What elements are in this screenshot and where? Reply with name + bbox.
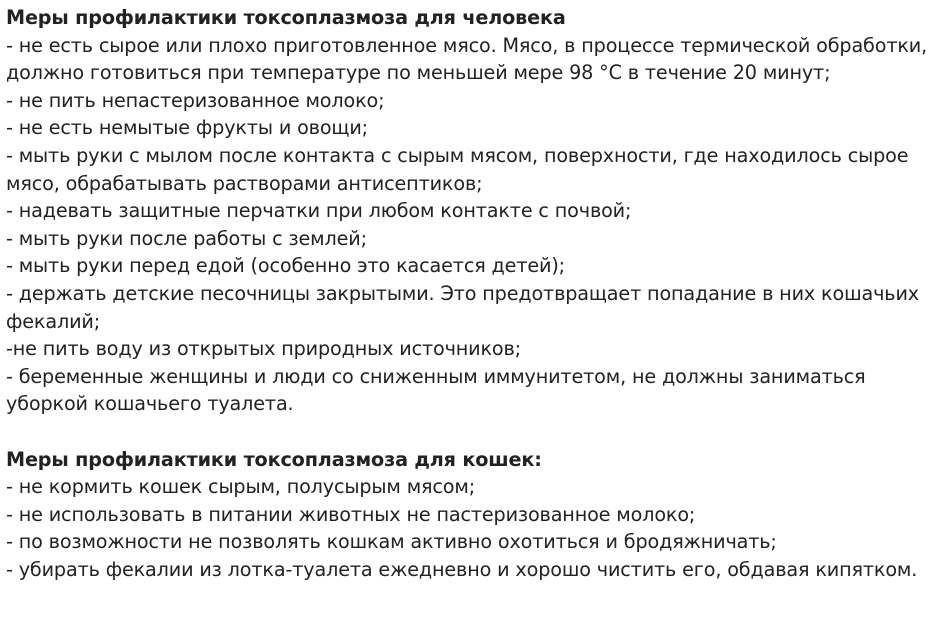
- text-line: - не есть немытые фрукты и овощи;: [6, 116, 368, 140]
- text-line: -не пить воду из открытых природных источников;: [6, 337, 521, 361]
- text-line: - убирать фекалии из лотка-туалета ежедневно и хорошо чистить его, обдавая кипятком.: [6, 557, 918, 581]
- text-line: - по возможности не позволять кошкам активно охотиться и бродяжничать;: [6, 530, 777, 554]
- section-title-human: Меры профилактики токсоплазмоза для человека: [6, 6, 566, 29]
- text-line: - надевать защитные перчатки при любом контакте с почвой;: [6, 199, 632, 223]
- text-line: фекалий;: [6, 309, 101, 333]
- text-line: мясо, обрабатывать растворами антисептиков;: [6, 171, 483, 195]
- text-line: - не использовать в питании животных не пастеризованное молоко;: [6, 502, 696, 526]
- text-line: - не кормить кошек сырым, полусырым мясом;: [6, 475, 476, 499]
- text-line: - беременные женщины и люди со сниженным иммунитетом, не должны заниматься: [6, 364, 866, 388]
- text-line: - не есть сырое или плохо приготовленное мясо. Мясо, в процессе термической обработки,: [6, 33, 928, 57]
- text-line: уборкой кошачьего туалета.: [6, 392, 294, 416]
- text-line: должно готовиться при температуре по меньшей мере 98 °С в течение 20 минут;: [6, 61, 831, 85]
- text-line: - держать детские песочницы закрытыми. Это предотвращает попадание в них кошачьих: [6, 281, 919, 305]
- text-line: - мыть руки перед едой (особенно это касается детей);: [6, 254, 565, 278]
- section-spacer: [6, 418, 941, 446]
- text-line: - не пить непастеризованное молоко;: [6, 88, 385, 112]
- document-page: [6, 4, 941, 583]
- text-line: - мыть руки после работы с землей;: [6, 226, 367, 250]
- section-title-cats: Меры профилактики токсоплазмоза для кошек:: [6, 447, 542, 471]
- text-line: - мыть руки с мылом после контакта с сырым мясом, поверхности, где находилось сырое: [6, 143, 909, 167]
